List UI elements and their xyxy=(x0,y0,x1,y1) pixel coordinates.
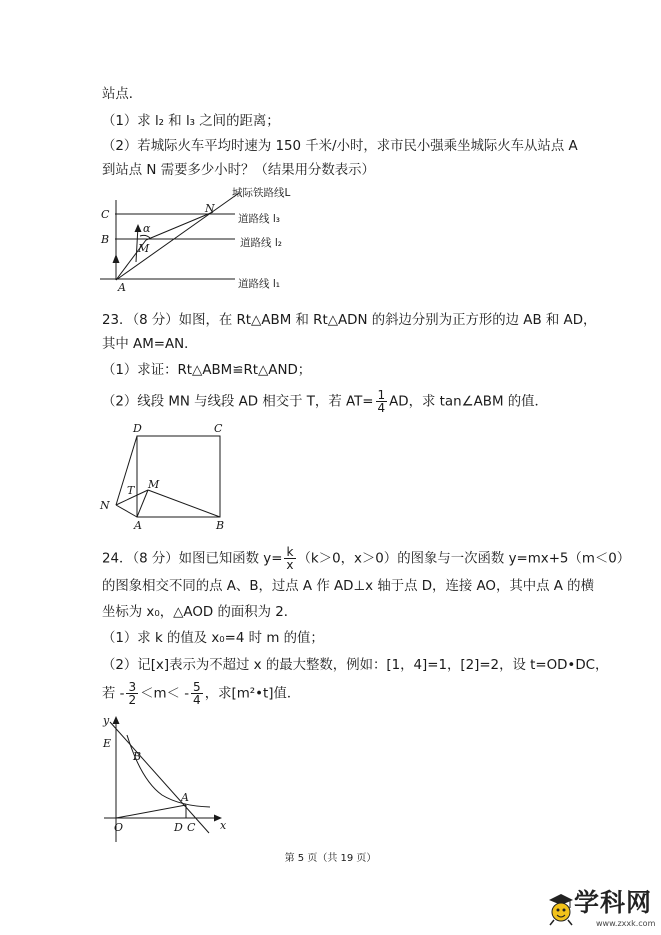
label-n: N xyxy=(100,499,110,512)
question-23-1: （1）求证：Rt△ABM≌Rt△AND； xyxy=(102,363,312,378)
label-d: D xyxy=(174,821,183,834)
road1-label: 道路线 l₁ xyxy=(238,278,280,290)
logo-url: www.zxxk.com xyxy=(596,919,656,928)
question-24-2: （2）记[x]表示为不超过 x 的最大整数，例如：[1，4]=1，[2]=2，设 t=OD•DC， xyxy=(102,658,609,673)
question-text: 24．（8 分）如图已知函数 y= xyxy=(102,551,283,567)
question-22-2: （2）若城际火车平均时速为 150 千米/小时，求市民小强乘坐城际火车从站点 A xyxy=(102,139,578,154)
text-line: 的图象相交不同的点 A、B，过点 A 作 AD⊥x 轴于点 D，连接 AO，其中点 A 的横 xyxy=(102,579,594,594)
question-text: ＜m＜ - xyxy=(140,686,190,702)
road3-label: 道路线 l₃ xyxy=(238,213,280,225)
fraction-denominator: x xyxy=(286,558,294,572)
label-a: A xyxy=(118,281,126,294)
question-text: AD，求 tan∠ABM 的值． xyxy=(389,394,548,410)
fraction-denominator: 2 xyxy=(128,693,137,707)
problem-23-head: 23．（8 分）如图，在 Rt△ABM 和 Rt△ADN 的斜边分别为正方形的边 AB 和 AD， xyxy=(102,313,597,328)
question-22-1: （1）求 l₂ 和 l₃ 之间的距离； xyxy=(102,114,280,129)
question-text: 若 - xyxy=(102,686,125,702)
label-y: y xyxy=(103,714,110,727)
segment-oa xyxy=(116,805,186,818)
fraction-numerator: 3 xyxy=(128,680,137,694)
railway-label: 城际铁路线L xyxy=(232,187,291,199)
label-x: x xyxy=(220,819,227,832)
label-a: A xyxy=(181,791,189,804)
label-b: B xyxy=(101,233,110,246)
label-d: D xyxy=(133,422,142,435)
fraction-denominator: 4 xyxy=(193,693,201,707)
question-text: ，求[m²•t]值． xyxy=(204,686,301,702)
label-c: C xyxy=(101,208,110,221)
label-a: A xyxy=(134,519,142,532)
text-line: 坐标为 x₀，△AOD 的面积为 2． xyxy=(102,605,298,620)
label-o: O xyxy=(114,821,124,834)
site-logo xyxy=(548,888,658,932)
text-line: 其中 AM=AN． xyxy=(102,337,198,352)
question-text: （2）线段 MN 与线段 AD 相交于 T，若 AT= xyxy=(102,394,374,410)
fraction-numerator: 5 xyxy=(193,680,201,694)
text-line: 到站点 N 需要多少小时？（结果用分数表示） xyxy=(102,163,375,178)
question-text: （k＞0，x＞0）的图象与一次函数 y=mx+5（m＜0） xyxy=(297,551,631,567)
label-c: C xyxy=(214,422,223,435)
label-t: T xyxy=(127,484,135,497)
hyperbola-curve xyxy=(127,735,210,807)
text-line: 站点． xyxy=(102,87,143,102)
question-24-1: （1）求 k 的值及 x₀=4 时 m 的值； xyxy=(102,631,324,646)
fraction-numerator: k xyxy=(284,546,295,559)
label-b: B xyxy=(216,519,225,532)
page-footer: 第 5 页（共 19 页） xyxy=(284,853,377,864)
mascot-icon xyxy=(548,892,574,926)
fraction-numerator: 1 xyxy=(377,388,386,402)
arrow-head-icon xyxy=(113,716,120,724)
label-m: M xyxy=(138,242,150,255)
fraction-denominator: 4 xyxy=(377,401,386,415)
label-alpha: α xyxy=(143,222,151,235)
label-e: E xyxy=(103,737,112,750)
logo-text: 学科网 xyxy=(574,888,653,917)
label-b: B xyxy=(133,750,142,763)
label-c: C xyxy=(187,821,196,834)
label-m: M xyxy=(148,478,160,491)
road2-label: 道路线 l₂ xyxy=(240,237,282,249)
label-n: N xyxy=(205,202,215,215)
